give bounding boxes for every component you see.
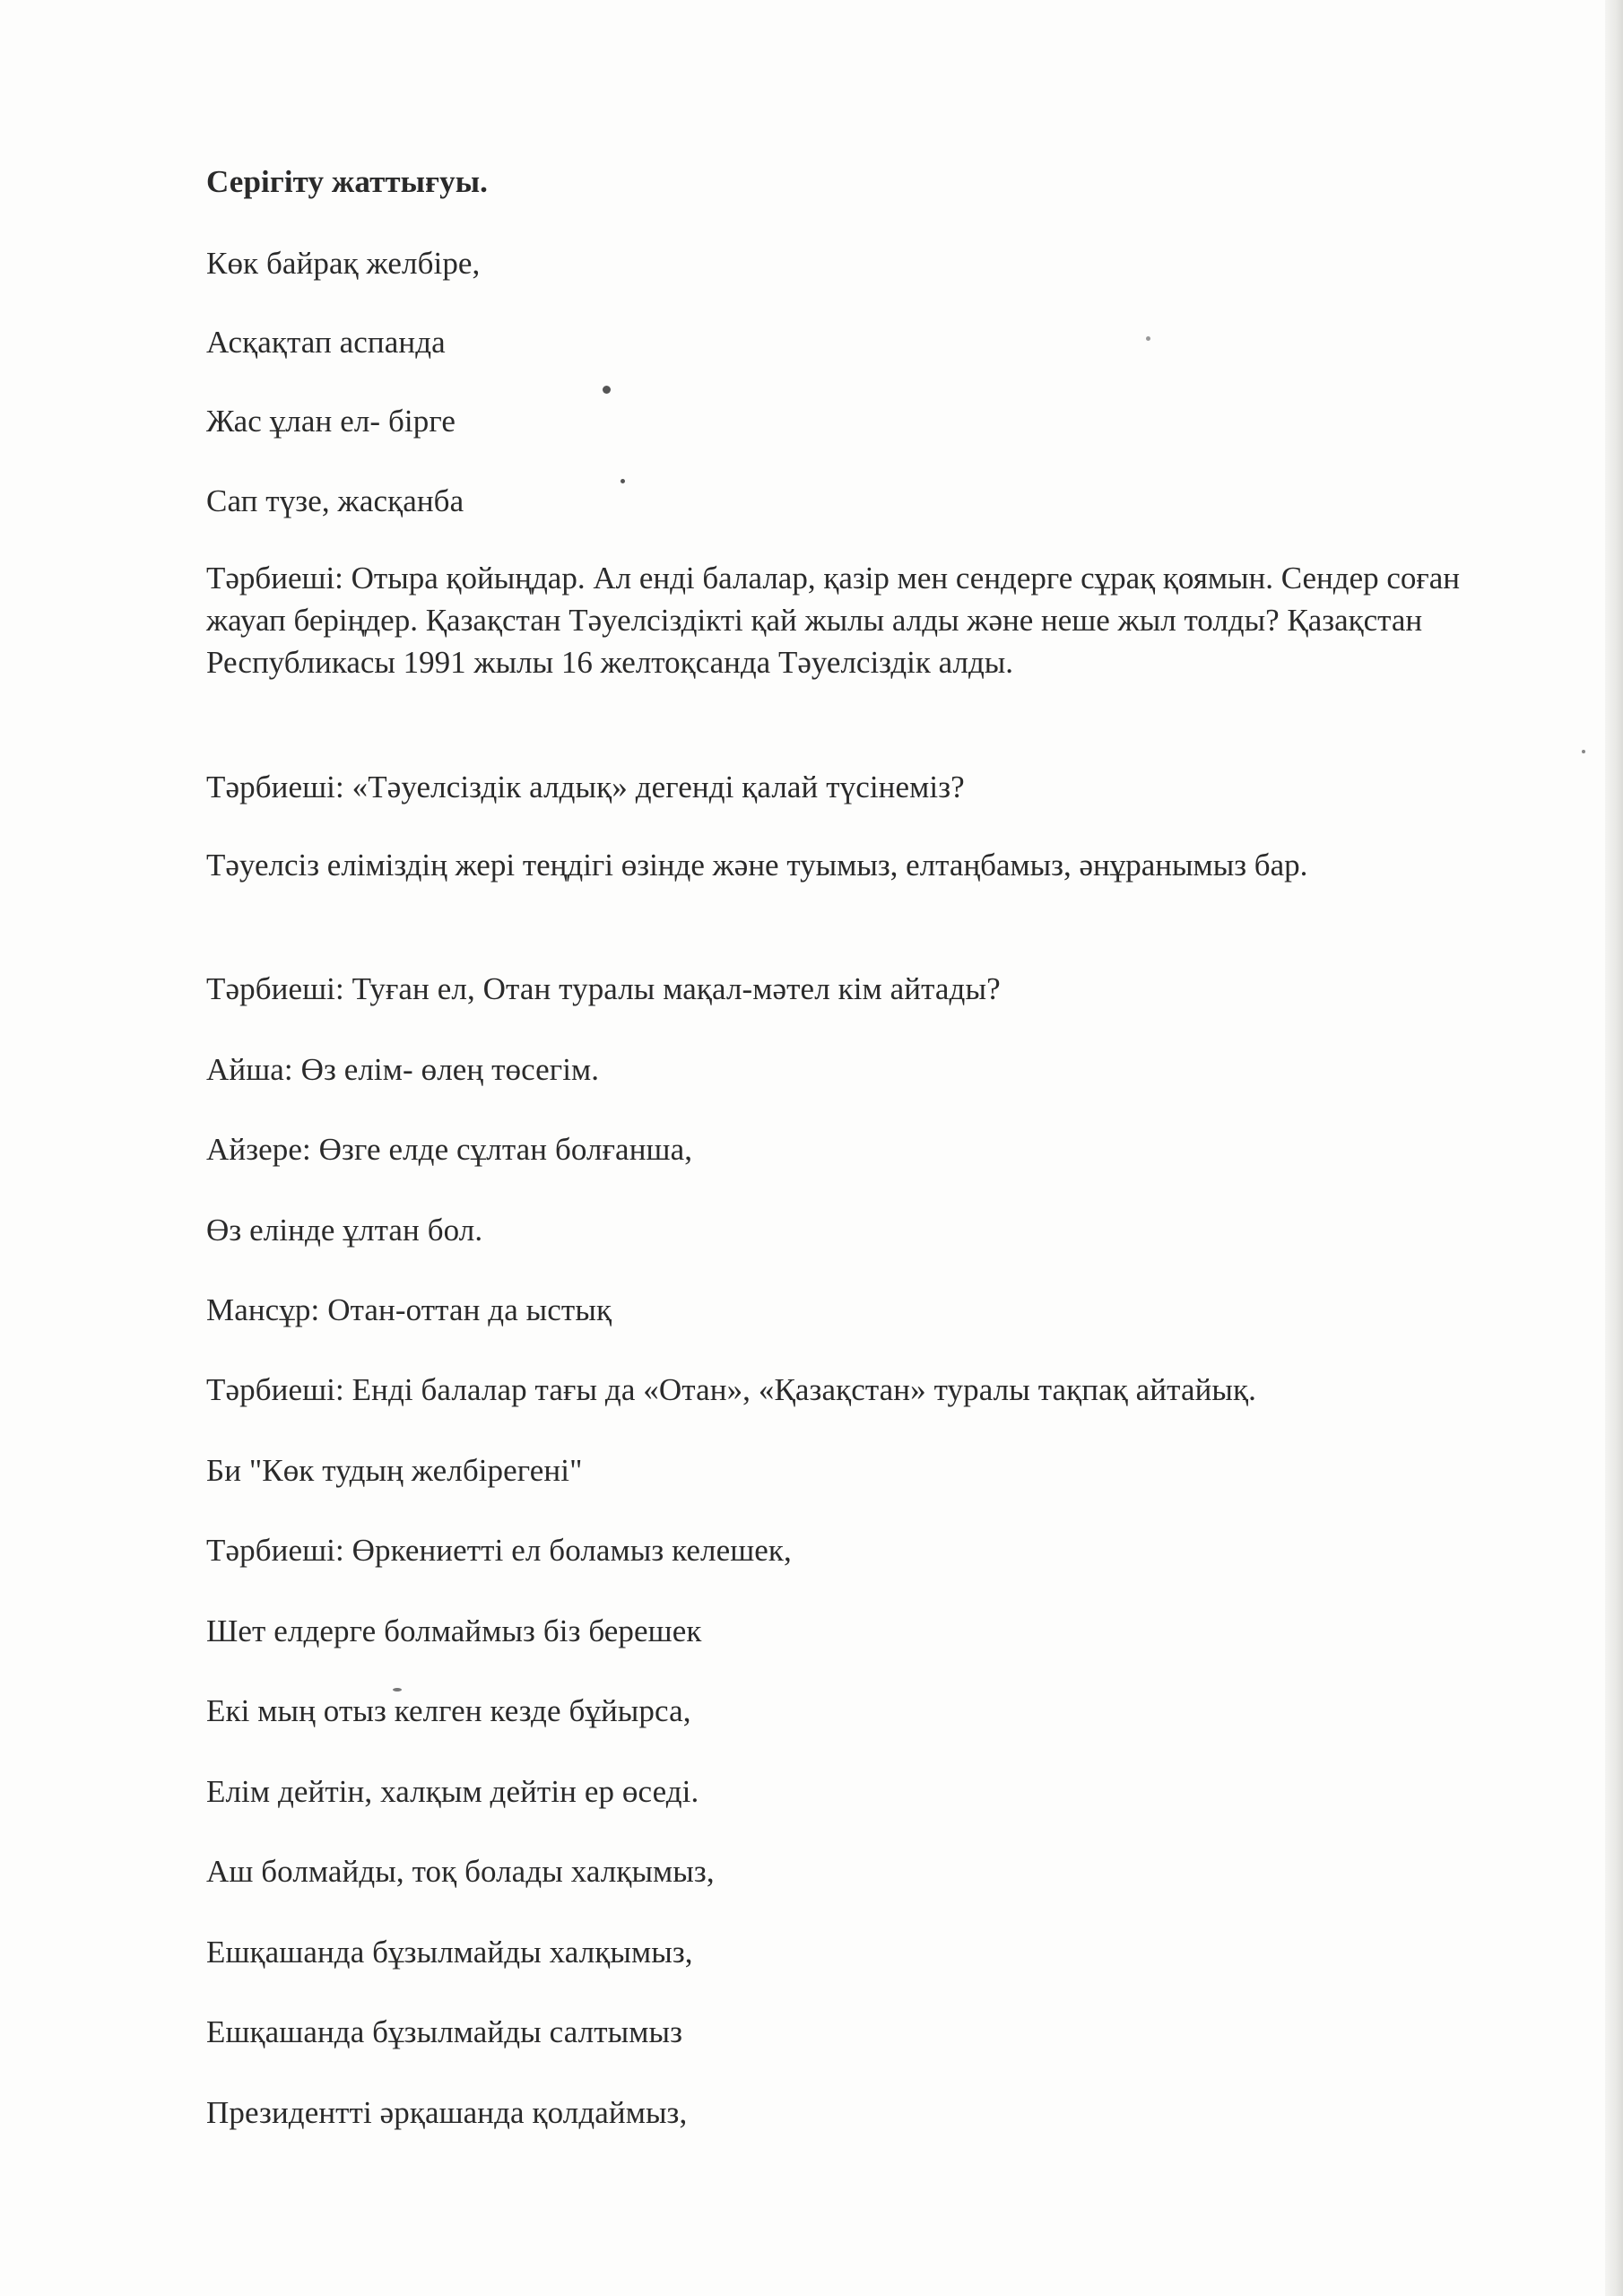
- document-title: Серігіту жаттығуы.: [206, 164, 488, 199]
- text-line: Асқақтап аспанда: [206, 325, 446, 360]
- text-line: Өз елінде ұлтан бол.: [206, 1213, 483, 1248]
- text-line: Шет елдерге болмаймыз біз берешек: [206, 1613, 702, 1648]
- text-line: Президентті әрқашанда қолдаймыз,: [206, 2095, 688, 2130]
- text-line: Айша: Өз елім- өлең төсегім.: [206, 1052, 600, 1087]
- ink-speck: [1582, 750, 1585, 753]
- ink-speck: [1146, 336, 1150, 341]
- text-line: Тәрбиеші: Туған ел, Отан туралы мақал-мәтел кім айтады?: [206, 971, 1001, 1006]
- text-line: Ешқашанда бұзылмайды салтымыз: [206, 2014, 683, 2049]
- text-line: Жас ұлан ел- бірге: [206, 404, 456, 439]
- text-paragraph: Тәуелсіз еліміздің жері теңдігі өзінде және туымыз, елтаңбамыз, әнұранымыз бар.: [206, 848, 1308, 883]
- text-line: Елім дейтін, халқым дейтін ер өседі.: [206, 1774, 699, 1809]
- ink-speck: [621, 479, 625, 483]
- text-line: Аш болмайды, тоқ болады халқымыз,: [206, 1854, 715, 1889]
- text-line: Тәрбиеші: «Тәуелсіздік алдық» дегенді қалай түсінеміз?: [206, 770, 965, 804]
- text-line: Көк байрақ желбіре,: [206, 246, 481, 281]
- text-paragraph: Тәрбиеші: Отыра қойыңдар. Ал енді балалар, қазір мен сендерге сұрақ қоямын. Сендер соған жауап беріңдер. Қазақстан Тәуелсіздікті қай жылы алды және неше жыл толды? Қазақстан Республикасы 1991 жылы 16 желтоқсанда Тәуелсіздік алды.: [206, 561, 1461, 680]
- text-line: Сап түзе, жасқанба: [206, 483, 464, 518]
- text-line: Екі мың отыз келген кезде бұйырса,: [206, 1693, 691, 1728]
- text-line: Тәрбиеші: Өркениетті ел боламыз келешек,: [206, 1533, 792, 1568]
- text-line: Би "Көк тудың желбірегені": [206, 1453, 583, 1488]
- scan-edge-shadow: [1605, 0, 1623, 2296]
- text-line: Ешқашанда бұзылмайды халқымыз,: [206, 1935, 693, 1970]
- ink-speck: [603, 386, 611, 394]
- text-line: Тәрбиеші: Енді балалар тағы да «Отан», «Қазақстан» туралы тақпақ айтайық.: [206, 1372, 1256, 1407]
- text-line: Мансұр: Отан-оттан да ыстық: [206, 1292, 612, 1327]
- text-line: Айзере: Өзге елде сұлтан болғанша,: [206, 1132, 693, 1167]
